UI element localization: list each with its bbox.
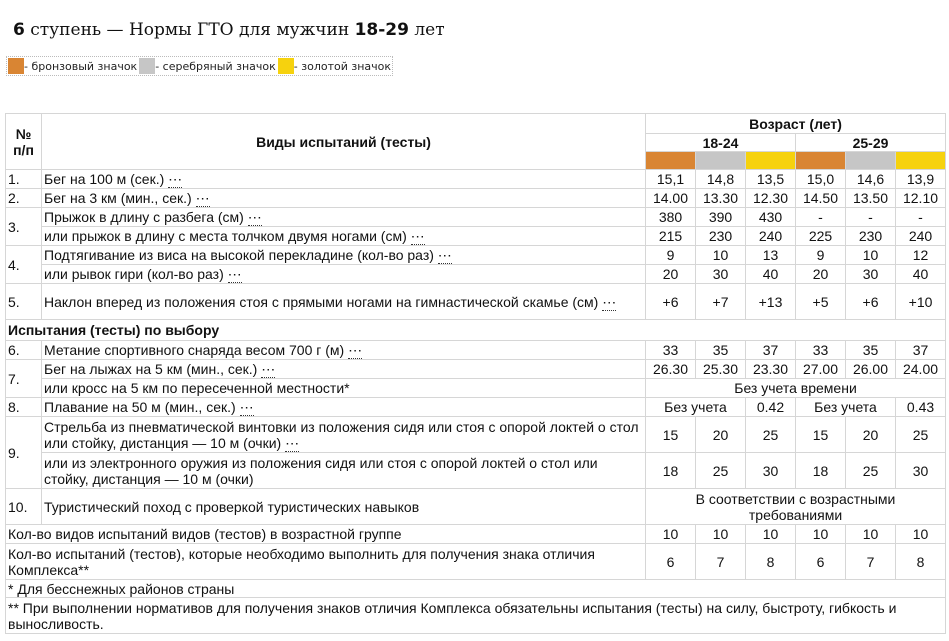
bronze-swatch — [8, 58, 24, 74]
test-name: или рывок гири (кол-во раз) — [44, 266, 224, 282]
test-name: или кросс на 5 км по пересеченной местности* — [42, 379, 646, 398]
bronze-header-cell — [796, 152, 846, 170]
age-group-2: 25-29 — [796, 134, 946, 152]
more-link[interactable]: ⋯ — [247, 209, 262, 225]
test-name: Метание спортивного снаряда весом 700 г (м) — [44, 342, 345, 358]
more-link[interactable]: ⋯ — [239, 399, 254, 415]
table-row: 3. Прыжок в длину с разбега (см) ⋯ 380 390 430 - - - — [6, 208, 946, 227]
age-group-1: 18-24 — [646, 134, 796, 152]
header-tests: Виды испытаний (тесты) — [42, 114, 646, 170]
table-row: или рывок гири (кол-во раз) ⋯ 20 30 40 20 30 40 — [6, 265, 946, 284]
test-name: Бег на лыжах на 5 км (мин., сек.) — [44, 361, 258, 377]
gold-header-cell — [896, 152, 946, 170]
table-row: или кросс на 5 км по пересеченной местности* Без учета времени — [6, 379, 946, 398]
section-optional-tests: Испытания (тесты) по выбору — [6, 320, 946, 341]
table-row: 5. Наклон вперед из положения стоя с прямыми ногами на гимнастической скамье (см) ⋯ +6 +7 +13 +5 +6 +10 — [6, 284, 946, 320]
footnote-2: ** При выполнении нормативов для получения знаков отличия Комплекса обязательны испытания (тесты) на силу, быстроту, гибкость и выносливость. — [6, 598, 946, 634]
table-row: 6. Метание спортивного снаряда весом 700 г (м) ⋯ 33 35 37 33 35 37 — [6, 341, 946, 360]
more-link[interactable]: ⋯ — [410, 228, 425, 244]
header-age: Возраст (лет) — [646, 114, 946, 134]
page-title: 6 ступень — Нормы ГТО для мужчин 18-29 лет — [13, 20, 445, 40]
more-link[interactable]: ⋯ — [285, 434, 300, 451]
gold-swatch — [278, 58, 294, 74]
table-row: 4. Подтягивание из виса на высокой перекладине (кол-во раз) ⋯ 9 10 13 9 10 12 — [6, 246, 946, 265]
silver-header-cell — [846, 152, 896, 170]
table-row: или прыжок в длину с места толчком двумя ногами (см) ⋯ 215 230 240 225 230 240 — [6, 227, 946, 246]
norms-table — [5, 113, 946, 634]
test-name: или из электронного оружия из положения сидя или стоя с опорой локтей о стол или стойку, дистанция — 10 м (очки) — [42, 453, 646, 489]
gold-header-cell — [746, 152, 796, 170]
table-row: 1. Бег на 100 м (сек.) ⋯ 15,1 14,8 13,5 15,0 14,6 13,9 — [6, 170, 946, 189]
bronze-header-cell — [646, 152, 696, 170]
test-name: Туристический поход с проверкой туристических навыков — [42, 489, 646, 525]
silver-swatch — [139, 58, 155, 74]
table-row: 8. Плавание на 50 м (мин., сек.) ⋯ Без учета 0.42 Без учета 0.43 — [6, 398, 946, 417]
more-link[interactable]: ⋯ — [261, 361, 276, 377]
table-row: 10. Туристический поход с проверкой туристических навыков В соответствии с возрастными требованиями — [6, 489, 946, 525]
more-link[interactable]: ⋯ — [602, 293, 617, 310]
table-row: 2. Бег на 3 км (мин., сек.) ⋯ 14.00 13.30 12.30 14.50 13.50 12.10 — [6, 189, 946, 208]
more-link[interactable]: ⋯ — [348, 342, 363, 358]
more-link[interactable]: ⋯ — [195, 190, 210, 206]
table-row: Кол-во испытаний (тестов), которые необходимо выполнить для получения знака отличия Комплекса** 6 7 8 6 7 8 — [6, 544, 946, 580]
test-name: Подтягивание из виса на высокой перекладине (кол-во раз) — [44, 247, 434, 263]
header-num: № п/п — [6, 114, 42, 170]
medal-legend: - бронзовый значок - серебряный значок - золотой значок — [6, 56, 393, 76]
more-link[interactable]: ⋯ — [227, 266, 242, 282]
test-name: Наклон вперед из положения стоя с прямыми ногами на гимнастической скамье (см) — [44, 293, 599, 310]
more-link[interactable]: ⋯ — [168, 171, 183, 187]
test-name: Бег на 100 м (сек.) — [44, 171, 165, 187]
test-name: Бег на 3 км (мин., сек.) — [44, 190, 192, 206]
test-name: Стрельба из пневматической винтовки из положения сидя или стоя с опорой локтей о стол или стойку, дистанция — 10 м (очки) — [44, 418, 639, 451]
more-link[interactable]: ⋯ — [437, 247, 452, 263]
table-row: 9. Стрельба из пневматической винтовки из положения сидя или стоя с опорой локтей о стол или стойку, дистанция — 10 м (очки) ⋯ 15 20 25 15 20 25 — [6, 417, 946, 453]
table-row: 7. Бег на лыжах на 5 км (мин., сек.) ⋯ 26.30 25.30 23.30 27.00 26.00 24.00 — [6, 360, 946, 379]
table-row: Кол-во видов испытаний видов (тестов) в возрастной группе 10 10 10 10 10 10 — [6, 525, 946, 544]
test-name: Прыжок в длину с разбега (см) — [44, 209, 244, 225]
footnote-1: * Для бесснежных районов страны — [6, 580, 946, 598]
test-name: или прыжок в длину с места толчком двумя ногами (см) — [44, 228, 407, 244]
table-row: или из электронного оружия из положения сидя или стоя с опорой локтей о стол или стойку, дистанция — 10 м (очки) 18 25 30 18 25 30 — [6, 453, 946, 489]
test-name: Плавание на 50 м (мин., сек.) — [44, 399, 236, 415]
silver-header-cell — [696, 152, 746, 170]
